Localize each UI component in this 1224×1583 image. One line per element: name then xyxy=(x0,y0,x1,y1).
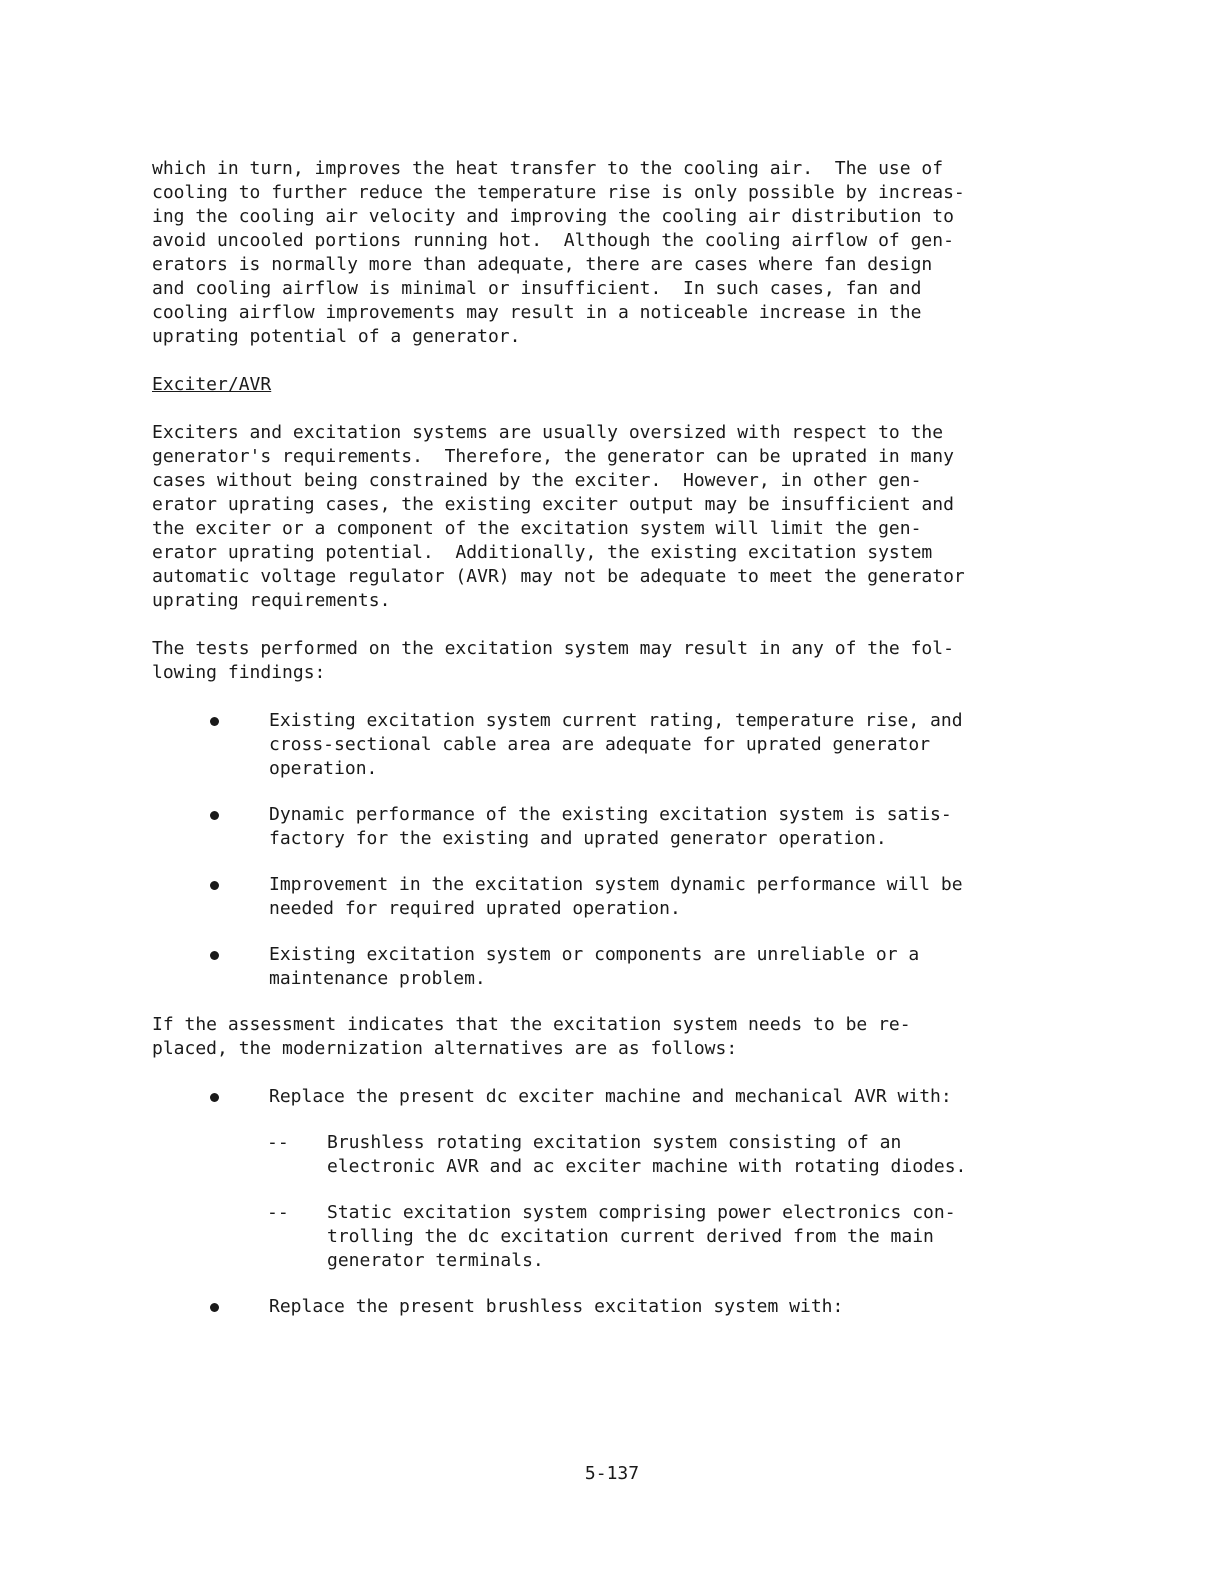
section-heading: Exciter/AVR xyxy=(152,374,272,395)
sub-alternative-item xyxy=(152,1131,1052,1179)
text-line: the exciter or a component of the excitation system will limit the gen- xyxy=(152,518,922,539)
text-line: erators is normally more than adequate, there are cases where fan design xyxy=(152,254,933,275)
text-line: ing the cooling air velocity and improving the cooling air distribution to xyxy=(152,206,954,227)
text-line: cooling airflow improvements may result in a noticeable increase in the xyxy=(152,302,922,323)
tests-paragraph xyxy=(152,637,1052,685)
text-line: Dynamic performance of the existing excitation system is satis- xyxy=(269,804,952,825)
text-line: erator uprating potential. Additionally, the existing excitation system xyxy=(152,542,933,563)
text-line: generator's requirements. Therefore, the generator can be uprated in many xyxy=(152,446,954,467)
text-line: If the assessment indicates that the excitation system needs to be re- xyxy=(152,1014,911,1035)
text-line: Existing excitation system or components are unreliable or a xyxy=(269,944,920,965)
text-line: cross-sectional cable area are adequate for uprated generator xyxy=(269,734,931,755)
text-line: electronic AVR and ac exciter machine with rotating diodes. xyxy=(327,1156,967,1177)
exciter-paragraph xyxy=(152,421,1052,613)
text-line: trolling the dc excitation current derived from the main xyxy=(327,1226,934,1247)
text-line: uprating potential of a generator. xyxy=(152,326,521,347)
alternative-item xyxy=(152,1085,1052,1109)
text-line: and cooling airflow is minimal or insufficient. In such cases, fan and xyxy=(152,278,922,299)
dash-marker: -- xyxy=(267,1132,289,1153)
text-line: The tests performed on the excitation system may result in any of the fol- xyxy=(152,638,954,659)
alternative-item xyxy=(152,1295,1052,1319)
text-line: avoid uncooled portions running hot. Although the cooling airflow of gen- xyxy=(152,230,954,251)
page-number: 5-137 xyxy=(584,1463,640,1484)
finding-item xyxy=(152,709,1052,781)
text-line: automatic voltage regulator (AVR) may not be adequate to meet the generator xyxy=(152,566,965,587)
text-line: Brushless rotating excitation system consisting of an xyxy=(327,1132,902,1153)
text-line: needed for required uprated operation. xyxy=(269,898,681,919)
text-line: uprating requirements. xyxy=(152,590,391,611)
text-line: maintenance problem. xyxy=(269,968,486,989)
finding-item xyxy=(152,873,1052,921)
dash-marker: -- xyxy=(267,1202,289,1223)
text-line: which in turn, improves the heat transfer to the cooling air. The use of xyxy=(152,158,944,179)
text-line: generator terminals. xyxy=(327,1250,544,1271)
text-line: Existing excitation system current rating, temperature rise, and xyxy=(269,710,963,731)
finding-item xyxy=(152,803,1052,851)
text-line: operation. xyxy=(269,758,378,779)
intro-paragraph xyxy=(152,157,1052,349)
text-line: Replace the present dc exciter machine and mechanical AVR with: xyxy=(269,1086,952,1107)
text-line: Exciters and excitation systems are usually oversized with respect to the xyxy=(152,422,944,443)
text-line: Improvement in the excitation system dynamic performance will be xyxy=(269,874,963,895)
text-line: lowing findings: xyxy=(152,662,326,683)
sub-alternative-item xyxy=(152,1201,1052,1273)
bullet-icon xyxy=(210,951,219,960)
bullet-icon xyxy=(210,881,219,890)
text-line: cooling to further reduce the temperature rise is only possible by increas- xyxy=(152,182,965,203)
finding-item xyxy=(152,943,1052,991)
bullet-icon xyxy=(210,811,219,820)
text-line: erator uprating cases, the existing exciter output may be insufficient and xyxy=(152,494,954,515)
bullet-icon xyxy=(210,1303,219,1312)
text-line: placed, the modernization alternatives are as follows: xyxy=(152,1038,738,1059)
bullet-icon xyxy=(210,1093,219,1102)
document-page xyxy=(152,157,1052,1341)
text-line: factory for the existing and uprated generator operation. xyxy=(269,828,887,849)
assessment-paragraph xyxy=(152,1013,1052,1061)
bullet-icon xyxy=(210,717,219,726)
text-line: Static excitation system comprising power electronics con- xyxy=(327,1202,956,1223)
text-line: Replace the present brushless excitation system with: xyxy=(269,1296,844,1317)
text-line: cases without being constrained by the exciter. However, in other gen- xyxy=(152,470,922,491)
